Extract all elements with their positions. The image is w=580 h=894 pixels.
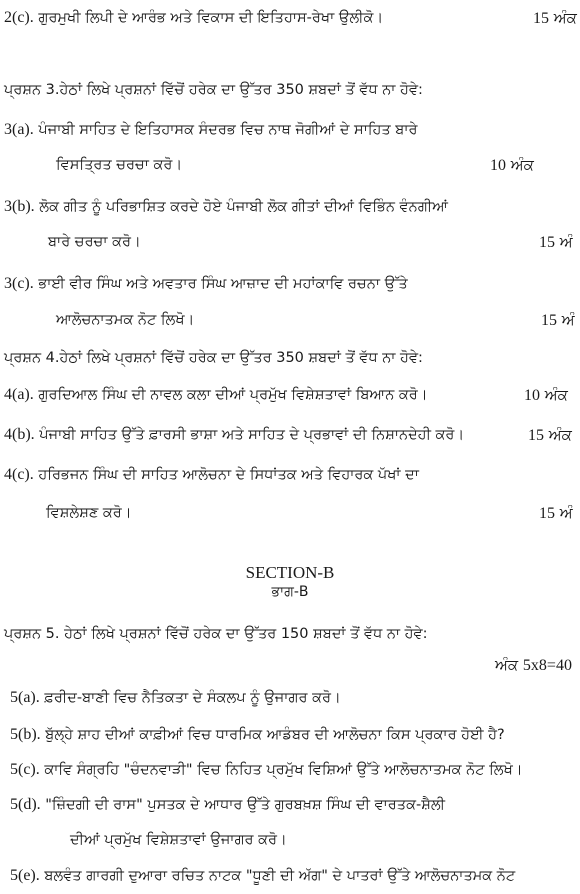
question-text: ਕਾਵਿ ਸੰਗ੍ਰਹਿ "ਚੰਦਨਵਾੜੀ" ਵਿਚ ਨਿਹਿਤ ਪ੍ਰਮੁੱਖ ਵਿਸ਼ਿਆਂ ਉੱਤੇ ਆਲੋਚਨਾਤਮਕ ਨੋਟ ਲਿਖੋ। [44,762,523,778]
marks-2c [533,8,577,29]
question-5a [10,688,341,708]
question-text-line1: ਹਰਿਭਜਨ ਸਿੰਘ ਦੀ ਸਾਹਿਤ ਆਲੋਚਨਾ ਦੇ ਸਿਧਾਂਤਕ ਅਤੇ ਵਿਹਾਰਕ ਪੱਖਾਂ ਦਾ [38,467,419,483]
heading-text: ਹੇਠਾਂ ਲਿਖੇ ਪ੍ਰਸ਼ਨਾਂ ਵਿੱਚੋਂ ਹਰੇਕ ਦਾ ਉੱਤਰ 150 ਸ਼ਬਦਾਂ ਤੋਂ ਵੱਧ ਨਾ ਹੋਵੇ: [64,626,428,642]
question-3-heading [4,80,423,100]
question-3b [4,197,448,217]
heading-prefix: ਪ੍ਰਸ਼ਨ 5. [4,626,60,642]
question-label: 4(a). [4,386,34,403]
question-label: 5(b). [10,726,41,743]
heading-prefix: ਪ੍ਰਸ਼ਨ 3. [4,82,60,98]
question-5d-cont [70,830,287,850]
question-text-line2: ਵਿਸ਼ਲੇਸ਼ਣ ਕਰੋ। [46,505,132,521]
marks-number: 10 [490,157,506,174]
question-text-line1: "ਜ਼ਿੰਦਗੀ ਦੀ ਰਾਸ" ਪੁਸਤਕ ਦੇ ਆਧਾਰ ਉੱਤੇ ਗੁਰਬਖ਼ਸ਼ ਸਿੰਘ ਦੀ ਵਾਰਤਕ-ਸ਼ੈਲੀ [45,797,446,813]
question-3a [4,120,418,140]
question-label: 5(a). [10,689,40,706]
heading-text: ਹੇਠਾਂ ਲਿਖੇ ਪ੍ਰਸ਼ਨਾਂ ਵਿੱਚੋਂ ਹਰੇਕ ਦਾ ਉੱਤਰ 350 ਸ਼ਬਦਾਂ ਤੋਂ ਵੱਧ ਨਾ ਹੋਵੇ: [59,350,423,366]
question-label: 5(d). [10,796,41,813]
marks-3b [539,232,573,253]
question-4a [4,385,428,405]
heading-prefix: ਪ੍ਰਸ਼ਨ 4. [4,350,60,366]
question-5-heading [4,624,428,644]
question-label: 3(c). [4,275,34,292]
marks-number: 15 [533,10,549,27]
question-text-line1: ਪੰਜਾਬੀ ਸਾਹਿਤ ਦੇ ਇਤਿਹਾਸਕ ਸੰਦਰਭ ਵਿਚ ਨਾਥ ਜੋਗੀਆਂ ਦੇ ਸਾਹਿਤ ਬਾਰੇ [38,122,418,138]
question-text-line2: ਆਲੋਚਨਾਤਮਕ ਨੋਟ ਲਿਖੋ। [56,312,195,328]
question-text-line1: ਲੋਕ ਗੀਤ ਨੂੰ ਪਰਿਭਾਸ਼ਿਤ ਕਰਦੇ ਹੋਏ ਪੰਜਾਬੀ ਲੋਕ ਗੀਤਾਂ ਦੀਆਂ ਵਿਭਿੰਨ ਵੰਨਗੀਆਂ [39,199,448,215]
question-label: 4(c). [4,466,34,483]
question-4c-cont [46,503,132,523]
question-text: ਗੁਰਦਿਆਲ ਸਿੰਘ ਦੀ ਨਾਵਲ ਕਲਾ ਦੀਆਂ ਪ੍ਰਮੁੱਖ ਵਿਸ਼ੇਸ਼ਤਾਵਾਂ ਬਿਆਨ ਕਰੋ। [38,387,428,403]
marks-word: ਅੰਕ [553,9,577,27]
question-label: 4(b). [4,426,35,443]
marks-number: 15 [541,312,557,329]
marks-word: ਅੰਕ [544,386,568,404]
question-2c [4,8,383,28]
marks-number: 10 [524,387,540,404]
question-3a-cont [56,155,182,175]
question-4-heading [4,348,423,368]
question-3c [4,274,408,294]
marks-4b [528,425,572,446]
question-5b [10,725,505,745]
heading-text: ਹੇਠਾਂ ਲਿਖੇ ਪ੍ਰਸ਼ਨਾਂ ਵਿੱਚੋਂ ਹਰੇਕ ਦਾ ਉੱਤਰ 350 ਸ਼ਬਦਾਂ ਤੋਂ ਵੱਧ ਨਾ ਹੋਵੇ: [59,82,423,98]
marks-4c [539,503,573,524]
question-text: ਗੁਰਮੁਖੀ ਲਿਪੀ ਦੇ ਆਰੰਭ ਅਤੇ ਵਿਕਾਸ ਦੀ ਇਤਿਹਾਸ-ਰੇਖਾ ਉਲੀਕੋ। [38,10,384,26]
marks-number: 15 [539,234,555,251]
marks-word: ਅੰ [559,233,573,251]
marks-q5 [495,655,572,676]
marks-formula: 5x8=40 [522,657,572,674]
question-text-line2: ਦੀਆਂ ਪ੍ਰਮੁੱਖ ਵਿਸ਼ੇਸ਼ਤਾਵਾਂ ਉਜਾਗਰ ਕਰੋ। [70,832,287,848]
question-text: ਬਲਵੰਤ ਗਾਰਗੀ ਦੁਆਰਾ ਰਚਿਤ ਨਾਟਕ "ਧੂਣੀ ਦੀ ਅੱਗ" ਦੇ ਪਾਤਰਾਂ ਉੱਤੇ ਆਲੋਚਨਾਤਮਕ ਨੋਟ [44,868,516,884]
marks-word: ਅੰ [561,311,575,329]
question-text-line2: ਵਿਸਤ੍ਰਿਤ ਚਰਚਾ ਕਰੋ। [56,157,183,173]
marks-number: 15 [528,427,544,444]
question-label: 3(a). [4,121,34,138]
question-text: ਫ਼ਰੀਦ-ਬਾਣੀ ਵਿਚ ਨੈਤਿਕਤਾ ਦੇ ਸੰਕਲਪ ਨੂੰ ਉਜਾਗਰ ਕਰੋ। [44,690,341,706]
question-text-line2: ਬਾਰੇ ਚਰਚਾ ਕਰੋ। [48,234,141,250]
question-3b-cont [48,232,141,252]
question-text: ਪੰਜਾਬੀ ਸਾਹਿਤ ਉੱਤੇ ਫ਼ਾਰਸੀ ਭਾਸ਼ਾ ਅਤੇ ਸਾਹਿਤ ਦੇ ਪ੍ਰਭਾਵਾਂ ਦੀ ਨਿਸ਼ਾਨਦੇਹੀ ਕਰੋ। [39,427,465,443]
question-5e [10,866,515,886]
question-3c-cont [56,310,194,330]
question-4c [4,465,419,485]
section-subtitle: ਭਾਗ-B [271,584,309,600]
section-title: SECTION-B [245,563,335,582]
question-label: 5(e). [10,867,40,884]
marks-word: ਅੰ [559,504,573,522]
question-4b [4,425,464,445]
marks-number: 15 [539,505,555,522]
question-5d [10,795,445,815]
marks-3a [490,155,534,176]
marks-4a [524,385,568,406]
question-text: ਬੁੱਲ੍ਹੇ ਸ਼ਾਹ ਦੀਆਂ ਕਾਫ਼ੀਆਂ ਵਿਚ ਧਾਰਮਿਕ ਆਡੰਬਰ ਦੀ ਆਲੋਚਨਾ ਕਿਸ ਪ੍ਰਕਾਰ ਹੋਈ ਹੈ? [45,727,505,743]
question-label: 2(c). [4,9,34,26]
question-label: 5(c). [10,761,40,778]
question-text-line1: ਭਾਈ ਵੀਰ ਸਿੰਘ ਅਤੇ ਅਵਤਾਰ ਸਿੰਘ ਆਜ਼ਾਦ ਦੀ ਮਹਾਂਕਾਵਿ ਰਚਨਾ ਉੱਤੇ [38,276,408,292]
marks-word: ਅੰਕ [495,656,519,674]
question-5c [10,760,523,780]
marks-word: ਅੰਕ [548,426,572,444]
question-label: 3(b). [4,198,35,215]
marks-word: ਅੰਕ [510,156,534,174]
marks-3c [541,310,575,331]
